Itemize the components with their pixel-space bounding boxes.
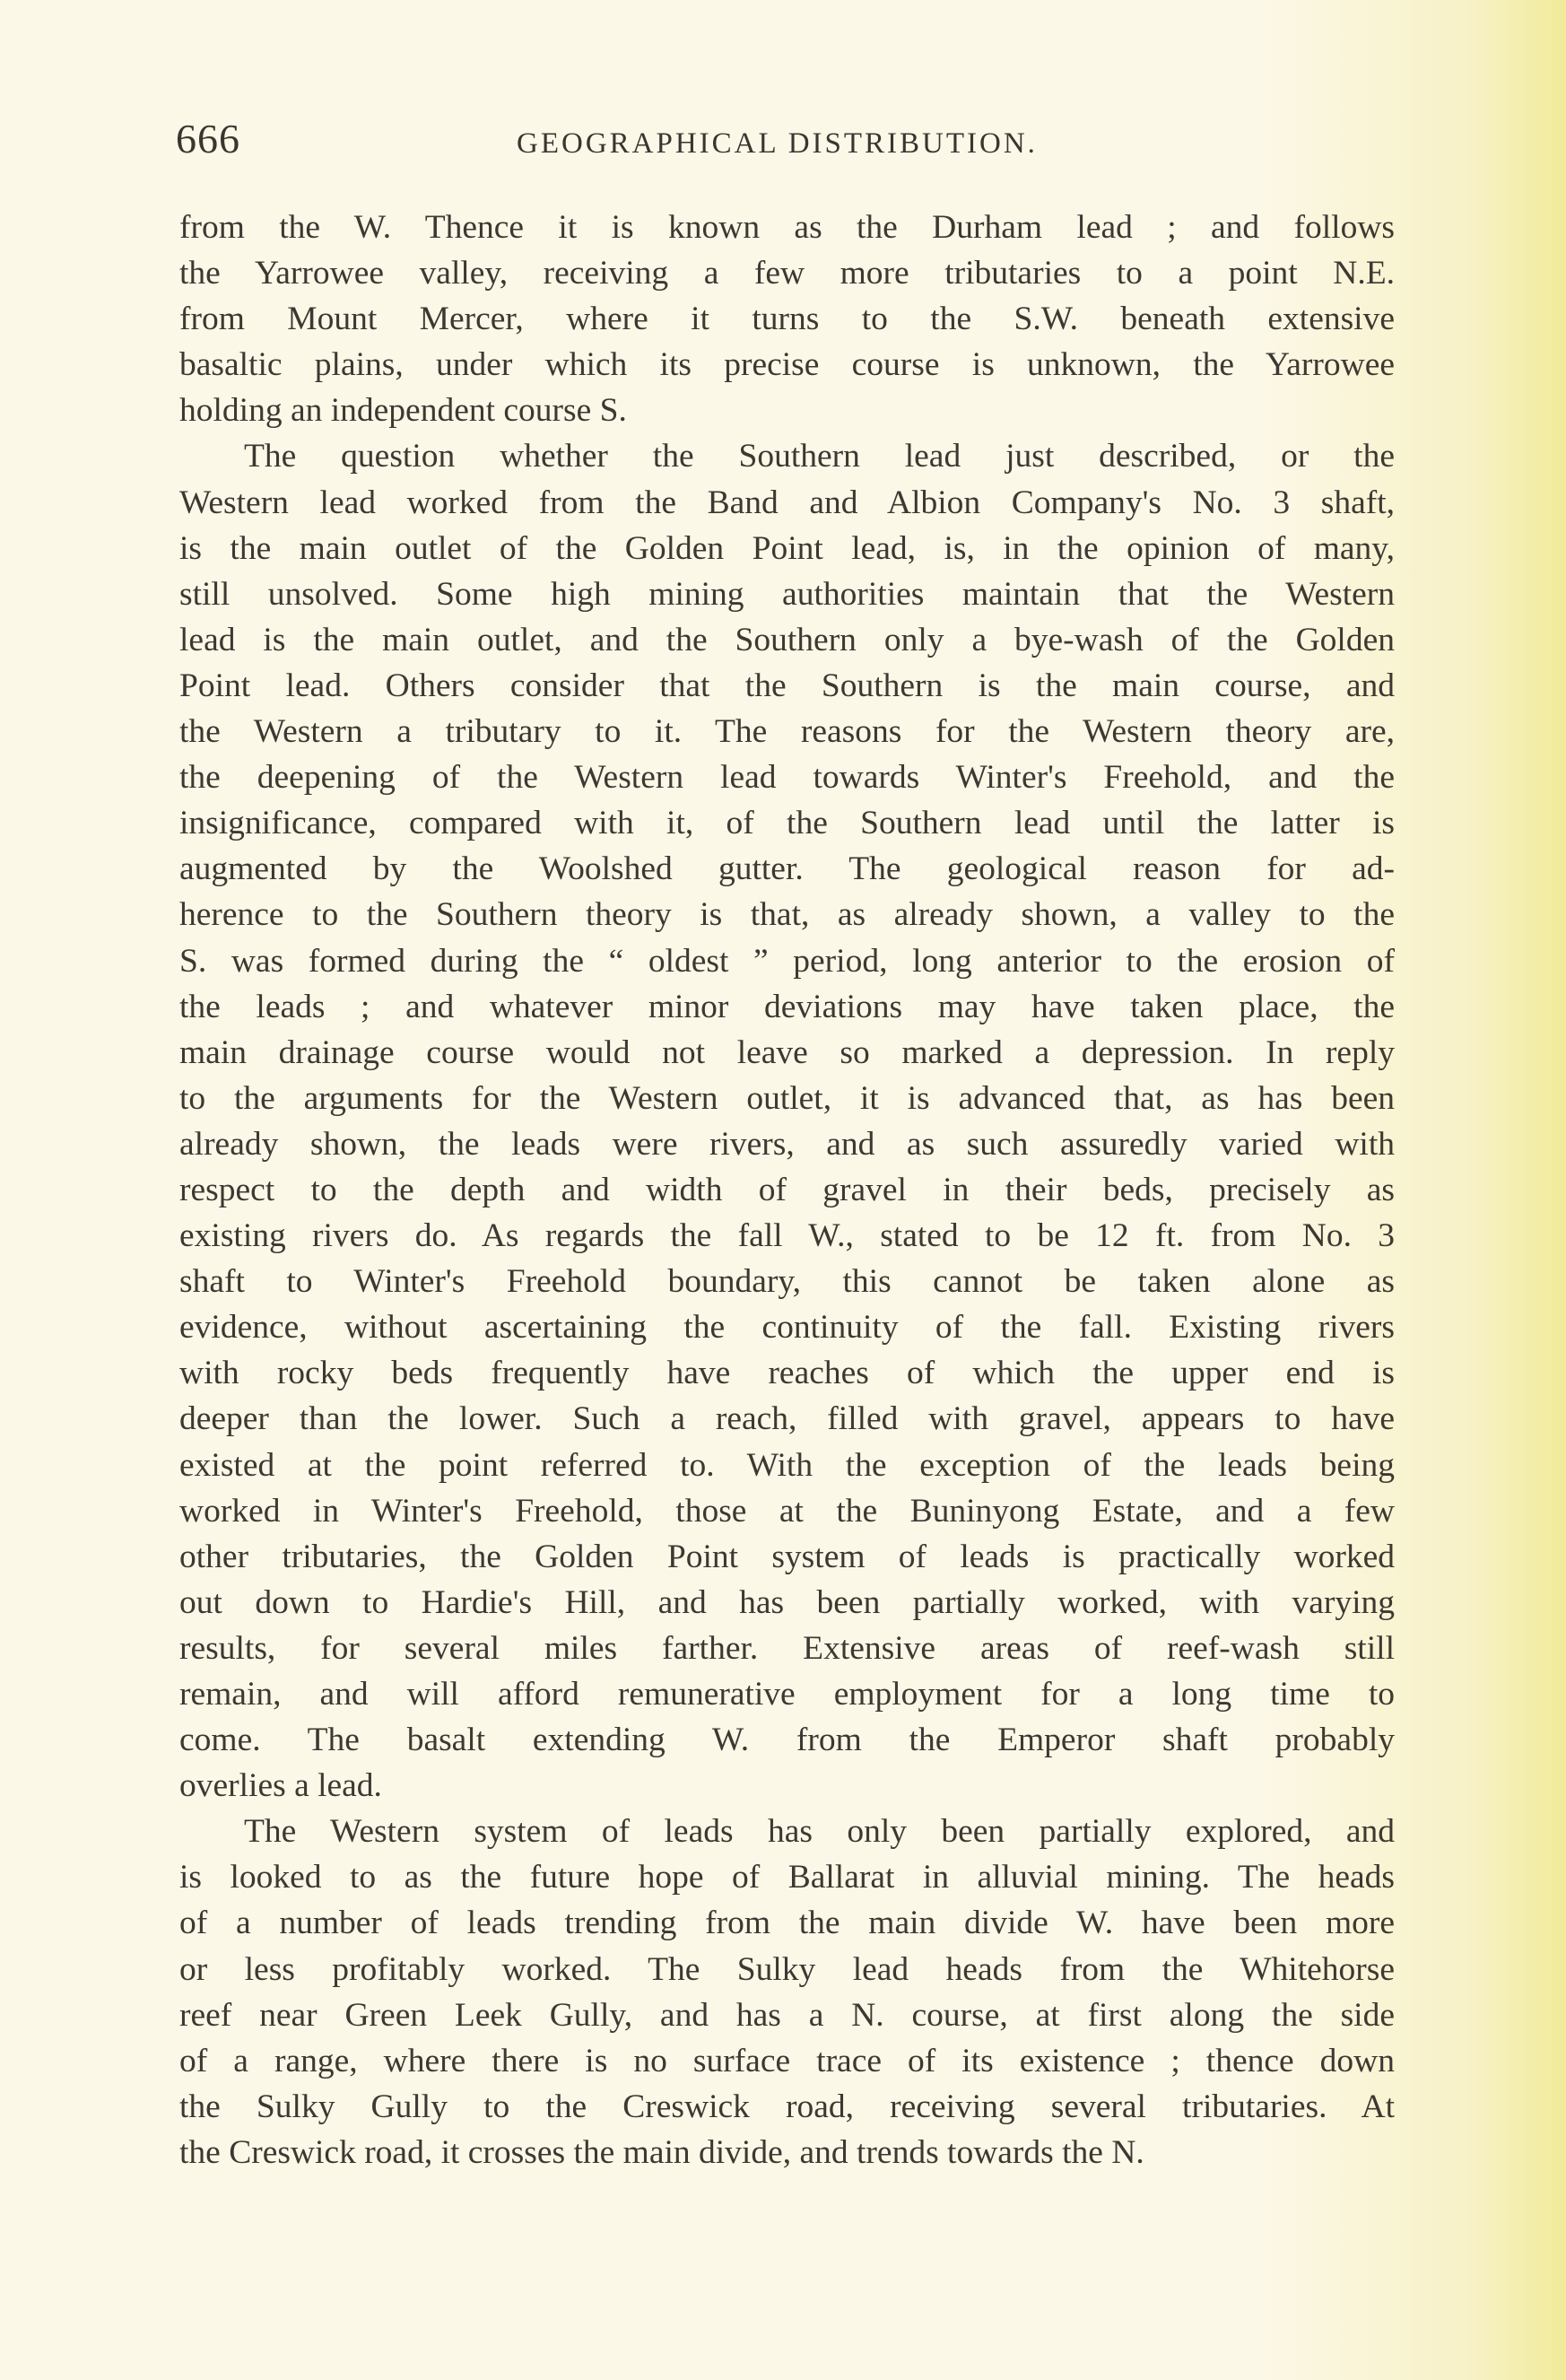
text-line: respect to the depth and width of gravel in their beds, precisely as (179, 1171, 1395, 1208)
text-line: to the arguments for the Western outlet, it is advanced that, as has been (179, 1079, 1395, 1117)
text-line: holding an independent course S. (179, 392, 627, 430)
text-line: existing rivers do. As regards the fall W., stated to be 12 ft. from No. 3 (179, 1217, 1395, 1255)
text-line: The Western system of leads has only been partially explored, and (244, 1813, 1395, 1851)
text-line: is looked to as the future hope of Ballarat in alluvial mining. The heads (179, 1859, 1395, 1896)
text-line: results, for several miles farther. Extensive areas of reef-wash still (179, 1629, 1395, 1667)
text-line: existed at the point referred to. With the exception of the leads being (179, 1446, 1395, 1484)
text-line: main drainage course would not leave so marked a depression. In reply (179, 1033, 1395, 1071)
text-line: remain, and will afford remunerative employment for a long time to (179, 1676, 1395, 1713)
text-line: the leads ; and whatever minor deviations may have taken place, the (179, 988, 1395, 1025)
text-line: basaltic plains, under which its precise course is unknown, the Yarrowee (179, 346, 1395, 384)
text-line: deeper than the lower. Such a reach, filled with gravel, appears to have (179, 1400, 1395, 1438)
text-line: shaft to Winter's Freehold boundary, this cannot be taken alone as (179, 1263, 1395, 1301)
text-line: out down to Hardie's Hill, and has been partially worked, with varying (179, 1583, 1395, 1621)
page-header (176, 115, 1414, 178)
paragraph (179, 1809, 1395, 2175)
text-line: insignificance, compared with it, of the Southern lead until the latter is (179, 805, 1395, 842)
text-line: the Creswick road, it crosses the main divide, and trends towards the N. (179, 2133, 1144, 2171)
text-line: the Western a tributary to it. The reasons for the Western theory are, (179, 713, 1395, 751)
text-line: still unsolved. Some high mining authorities maintain that the Western (179, 575, 1395, 613)
text-line: the Yarrowee valley, receiving a few more tributaries to a point N.E. (179, 255, 1395, 292)
text-line: worked in Winter's Freehold, those at the Buninyong Estate, and a few (179, 1492, 1395, 1530)
text-line: reef near Green Leek Gully, and has a N. course, at first along the side (179, 1996, 1395, 2034)
running-head: GEOGRAPHICAL DISTRIBUTION. (517, 127, 1038, 160)
text-line: from the W. Thence it is known as the Durham lead ; and follows (179, 209, 1395, 246)
text-line: augmented by the Woolshed gutter. The geological reason for ad- (179, 850, 1395, 888)
text-line: overlies a lead. (179, 1767, 382, 1805)
text-line: is the main outlet of the Golden Point lead, is, in the opinion of many, (179, 529, 1395, 567)
text-line: Western lead worked from the Band and Albion Company's No. 3 shaft, (179, 484, 1395, 521)
text-line: the Sulky Gully to the Creswick road, receiving several tributaries. At (179, 2088, 1395, 2125)
paragraph (179, 205, 1395, 433)
text-line: of a number of leads trending from the main divide W. have been more (179, 1905, 1395, 1942)
text-line: the deepening of the Western lead towards Winter's Freehold, and the (179, 759, 1395, 797)
text-line: from Mount Mercer, where it turns to the S.W. beneath extensive (179, 301, 1395, 338)
text-line: herence to the Southern theory is that, as already shown, a valley to the (179, 896, 1395, 934)
text-line: or less profitably worked. The Sulky lead heads from the Whitehorse (179, 1950, 1395, 1988)
text-line: with rocky beds frequently have reaches of which the upper end is (179, 1355, 1395, 1392)
text-line: S. was formed during the “ oldest ” period, long anterior to the erosion of (179, 942, 1395, 980)
text-line: evidence, without ascertaining the continuity of the fall. Existing rivers (179, 1309, 1395, 1347)
text-line: Point lead. Others consider that the Southern is the main course, and (179, 667, 1395, 704)
paragraph (179, 433, 1395, 1809)
text-line: other tributaries, the Golden Point system of leads is practically worked (179, 1538, 1395, 1575)
text-line: of a range, where there is no surface trace of its existence ; thence down (179, 2042, 1395, 2079)
text-line: already shown, the leads were rivers, and as such assuredly varied with (179, 1125, 1395, 1163)
body-text (179, 205, 1395, 2175)
page-number: 666 (176, 116, 240, 161)
text-line: lead is the main outlet, and the Southern only a bye-wash of the Golden (179, 621, 1395, 658)
text-line: come. The basalt extending W. from the Emperor shaft probably (179, 1722, 1395, 1759)
text-line: The question whether the Southern lead just described, or the (244, 438, 1395, 475)
